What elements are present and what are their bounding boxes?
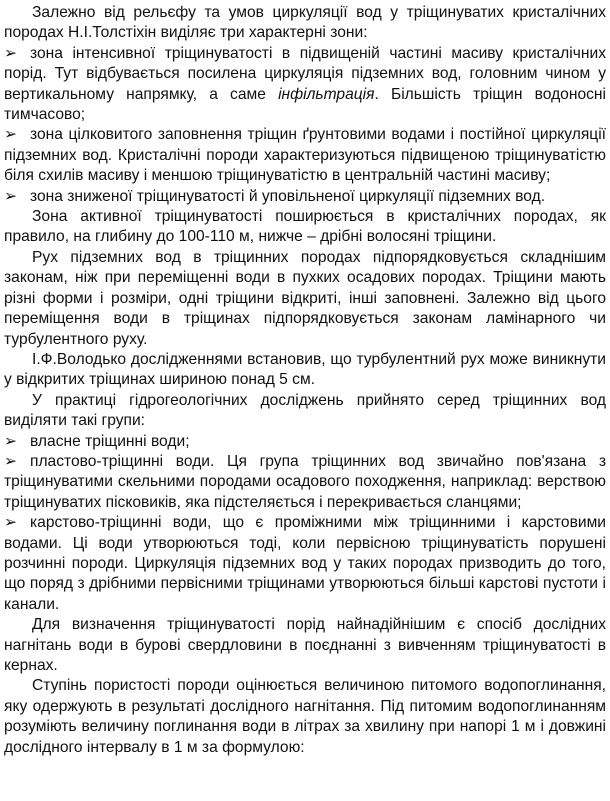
arrow-bullet-icon: ➢	[4, 44, 18, 62]
paragraph-specific-absorption: Ступінь пористості породи оцінюється величиною питомого водопоглинання, яку одержують в результаті дослідного нагнітання. Під питомим водопоглинанням розуміють величину поглинання води в літрах за хвилину при напорі 1 м і довжині дослідного інтервалу в 1 м за формулою:	[4, 677, 606, 756]
paragraph-injection-method: Для визначення тріщинуватості порід найнадійнішим є спосіб дослідних нагнітань води в бурові свердловини в поєднанні з вивченням тріщинуватості в кернах.	[4, 616, 606, 674]
paragraph-zones-intro: Залежно від рельєфу та умов циркуляції вод у тріщинуватих кристалічних породах Н.І.Толстіхін виділяє три характерні зони:	[4, 4, 606, 42]
arrow-bullet-icon: ➢	[4, 187, 18, 205]
emphasized-term: інфільтрація	[278, 85, 375, 103]
list-item-text: зона зниженої тріщинуватості й уповільненої циркуляції підземних вод.	[30, 187, 546, 205]
arrow-bullet-icon: ➢	[4, 126, 18, 144]
list-item-fissure-waters	[4, 432, 606, 452]
list-item-text: карстово-тріщинні води, що є проміжними між тріщинними і карстовими водами. Ці води утворюються тоді, коли первісною тріщинуватість порушені розчинні породи. Циркуляція підземних вод у таких породах призводить до того, що поряд з дрібними первісними тріщинами утворюються більші карстові пустоти і канали.	[4, 514, 606, 613]
list-item-text: власне тріщинні води;	[30, 432, 190, 450]
list-item-reduced-zone	[4, 187, 606, 207]
paragraph-groups-intro: У практиці гідрогеологічних досліджень прийнято серед тріщинних вод виділяти такі групи:	[4, 391, 606, 430]
list-item-text-tail: . Більшість тріщин водоносні тимчасово;	[4, 85, 607, 124]
list-item-saturation-zone	[4, 125, 606, 186]
arrow-bullet-icon: ➢	[4, 432, 18, 450]
arrow-bullet-icon: ➢	[4, 514, 18, 532]
list-item-intensive-zone	[4, 44, 606, 126]
arrow-bullet-icon: ➢	[4, 452, 18, 470]
paragraph-turbulent-flow: І.Ф.Володько дослідженнями встановив, що турбулентний рух може виникнути у відкритих тріщинах шириною понад 5 см.	[4, 350, 606, 389]
list-item-text: зона інтенсивної тріщинуватості в підвищеній частині масиву кристалічних порід. Тут відбувається посилена циркуляція підземних вод, головним чином у вертикальному напрямку, а саме	[4, 44, 606, 103]
paragraph-active-zone-depth: Зона активної тріщинуватості поширюється в кристалічних породах, як правило, на глибину до 100-110 м, нижче – дрібні волосяні тріщини.	[4, 208, 606, 246]
list-item-text: пластово-тріщинні води. Ця група тріщинних вод звичайно пов'язана з тріщинуватими скельними породами осадового походження, наприклад: верствою тріщинуватих пісковиків, яка підстеляється і перекривається сланцями;	[4, 452, 606, 511]
paragraph-water-movement: Рух підземних вод в тріщинних породах підпорядковується складнішим законам, ніж при переміщенні води в пухких осадових породах. Тріщини мають різні форми і розміри, одні тріщини відкриті, інші заповнені. Залежно від цього переміщення води в тріщинах підпорядковується законам ламінарного чи турбулентного руху.	[4, 248, 606, 348]
list-item-text: зона цілковитого заповнення тріщин ґрунтовими водами і постійної циркуляції підземних вод. Кристалічні породи характеризуються підвищеною тріщинуватістю біля схилів масиву і меншою тріщинуватістю в центральній частині масиву;	[4, 126, 606, 185]
list-item-karst-fissure-waters	[4, 513, 606, 615]
list-item-stratal-fissure-waters	[4, 452, 606, 513]
